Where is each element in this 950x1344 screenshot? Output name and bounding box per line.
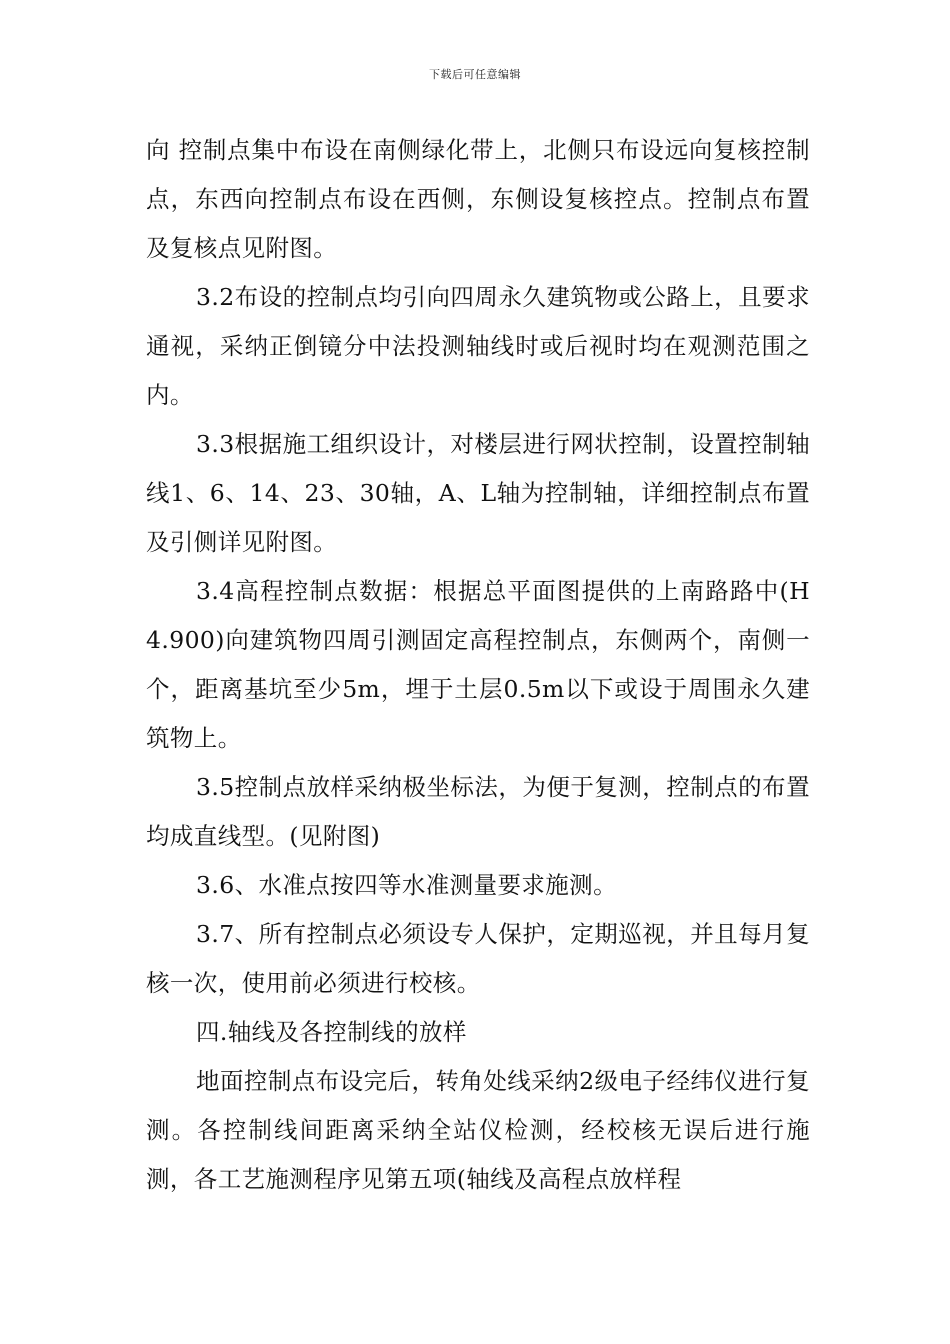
section-heading-4: 四.轴线及各控制线的放样	[196, 1018, 467, 1046]
paragraph-3-6: 3.6、水准点按四等水准测量要求施测。	[196, 871, 617, 899]
paragraph-3-3: 3.3根据施工组织设计，对楼层进行网状控制，设置控制轴线1、6、14、23、30轴，A、L轴为控制轴，详细控制点布置及引侧详见附图。	[146, 430, 810, 556]
paragraph-3-2: 3.2布设的控制点均引向四周永久建筑物或公路上，且要求通视，采纳正倒镜分中法投测轴线时或后视时均在观测范围之内。	[146, 283, 810, 409]
page-header: 下载后可任意编辑	[429, 68, 521, 81]
paragraph-3-5: 3.5控制点放样采纳极坐标法，为便于复测，控制点的布置均成直线型。(见附图)	[146, 773, 810, 850]
paragraph-section-4-body: 地面控制点布设完后，转角处线采纳2级电子经纬仪进行复测。各控制线间距离采纳全站仪检测，经校核无误后进行施测，各工艺施测程序见第五项(轴线及高程点放样程	[146, 1067, 810, 1193]
paragraph-3-7: 3.7、所有控制点必须设专人保护，定期巡视，并且每月复核一次，使用前必须进行校核。	[146, 920, 810, 997]
document-body	[146, 126, 810, 1204]
paragraph-3-4: 3.4高程控制点数据：根据总平面图提供的上南路路中(H4.900)向建筑物四周引测固定高程控制点，东侧两个，南侧一个，距离基坑至少5m，埋于土层0.5m以下或设于周围永久建筑物上。	[146, 577, 810, 752]
paragraph-continuation: 向 控制点集中布设在南侧绿化带上，北侧只布设远向复核控制点，东西向控制点布设在西侧，东侧设复核控点。控制点布置及复核点见附图。	[146, 136, 810, 262]
